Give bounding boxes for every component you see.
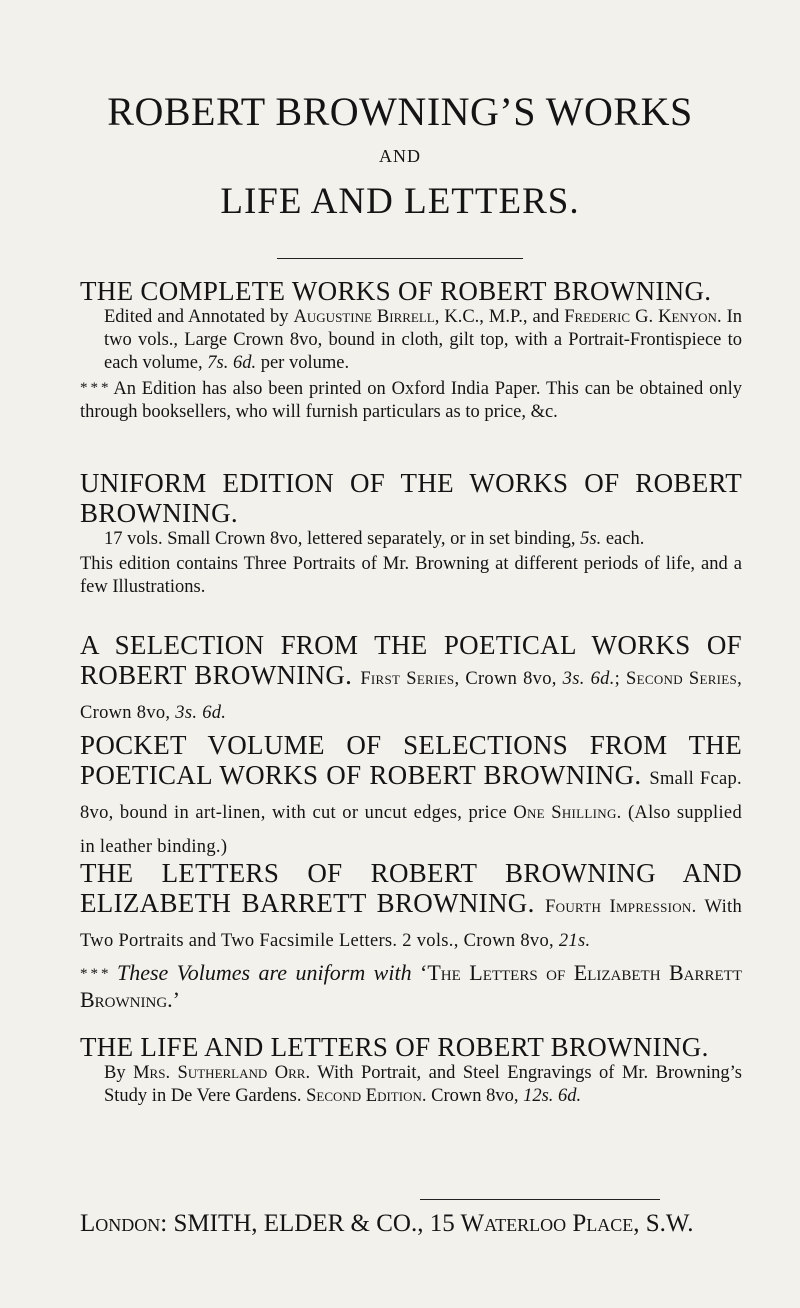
editor-name: Frederic G. Kenyon [564, 307, 717, 327]
impression: Fourth Impression [545, 897, 692, 917]
entry-life-and-letters [80, 1032, 742, 1108]
entry-letters-browning-barrett [80, 858, 742, 1013]
title-conjunction: AND [379, 146, 421, 166]
entry-note: This edition contains Three Portraits of Mr. Browning at different periods of life, and a few Illustrations. [80, 554, 742, 597]
price: 3s. 6d. [562, 669, 615, 689]
asterism-mark: * * * [80, 966, 109, 982]
page-title: ROBERT BROWNING’S WORKS [107, 89, 693, 134]
imprint-city: London [80, 1210, 161, 1237]
page-subtitle: LIFE AND LETTERS. [220, 181, 580, 222]
price: 7s. 6d. [207, 353, 257, 373]
imprint-address: 15 Waterloo Place, S.W. [429, 1210, 694, 1237]
price: 21s. [558, 931, 591, 951]
entry-heading: POCKET VOLUME OF SELECTIONS FROM THE POETICAL WORKS OF ROBERT BROWNING. Small Fcap. 8vo, bound in art-linen, with cut or uncut edges, price One Shilling. (Also supplied in leather binding.) [80, 730, 742, 857]
price: 3s. 6d. [175, 703, 227, 723]
imprint-publisher: SMITH, ELDER & CO., [173, 1210, 430, 1237]
series-name: First Series [360, 669, 455, 689]
series-name: Second Series [626, 669, 738, 689]
price: 5s. [580, 529, 602, 549]
entry-description: 17 vols. Small Crown 8vo, lettered separately, or in set binding, 5s. each. [104, 529, 645, 549]
title-divider [277, 258, 523, 259]
entry-heading: THE LETTERS OF ROBERT BROWNING AND ELIZABETH BARRETT BROWNING. Fourth Impression. With Two Portraits and Two Facsimile Letters. 2 vols., Crown 8vo, 21s. [80, 858, 742, 951]
editor-name: Augustine Birrell [293, 307, 435, 327]
entry-heading: UNIFORM EDITION OF THE WORKS OF ROBERT BROWNING. [80, 468, 742, 528]
entry-description: By Mrs. Sutherland Orr. With Portrait, and Steel Engravings of Mr. Browning’s Study in De Vere Gardens. Second Edition. Crown 8vo, 12s. 6d. [104, 1063, 743, 1106]
entry-pocket-volume [80, 730, 742, 862]
entry-heading: THE LIFE AND LETTERS OF ROBERT BROWNING. [80, 1032, 709, 1062]
edition: Second Edition [306, 1086, 422, 1106]
author-name: Mrs. Sutherland Orr [133, 1063, 306, 1083]
entry-heading: THE COMPLETE WORKS OF ROBERT BROWNING. [80, 276, 712, 306]
entry-uniform-edition [80, 468, 742, 599]
imprint-divider [420, 1199, 660, 1200]
entry-complete-works [80, 276, 742, 424]
entry-note: * * * These Volumes are uniform with ‘The Letters of Elizabeth Barrett Browning.’ [80, 960, 743, 1012]
entry-heading: A SELECTION FROM THE POETICAL WORKS OF ROBERT BROWNING. First Series, Crown 8vo, 3s. 6d.; Second Series, Crown 8vo, 3s. 6d. [80, 630, 743, 723]
asterism-mark: * * * [80, 380, 109, 396]
entry-selection-poetical-works [80, 630, 742, 728]
price: One Shilling [513, 803, 617, 823]
publisher-imprint: London: SMITH, ELDER & CO., 15 Waterloo Place, S.W. [80, 1210, 694, 1237]
entry-description: Edited and Annotated by Augustine Birrell, K.C., M.P., and Frederic G. Kenyon. In two vols., Large Crown 8vo, bound in cloth, gilt top, with a Portrait-Frontispiece to each volume, 7s. 6d. per volume. [104, 307, 742, 373]
entry-note: * * * An Edition has also been printed on Oxford India Paper. This can be obtained only through booksellers, who will furnish particulars as to price, &c. [80, 379, 742, 422]
price: 12s. 6d. [523, 1086, 582, 1106]
referenced-title: ‘The Letters of Elizabeth Barrett Browning.’ [80, 960, 743, 1012]
